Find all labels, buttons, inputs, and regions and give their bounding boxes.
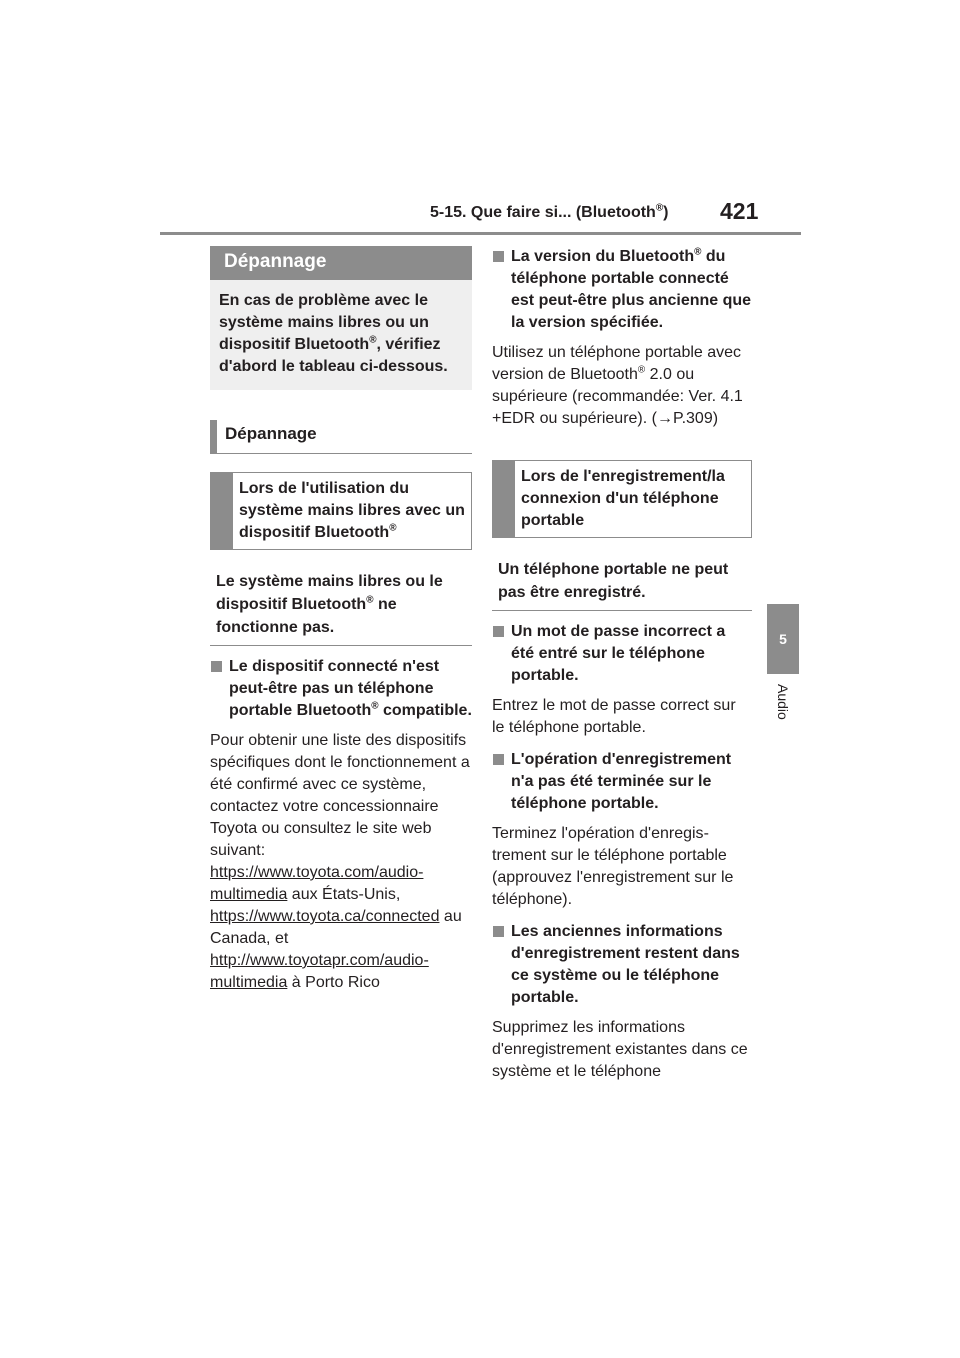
context-box: Lors de l'enregistrement/la connexion d'un téléphone portable	[492, 460, 752, 538]
cause-item: Un mot de passe incorrect a été entré sur le téléphone portable.	[492, 621, 752, 687]
body-paragraph: Terminez l'opération d'enregistrement sur le téléphone portable (approuvez l'enregistrement sur le téléphone).	[492, 825, 734, 908]
cause-item: Les anciennes informations d'enregistrement restent dans ce système ou le téléphone portable.	[492, 921, 752, 1009]
troubleshooting-subheading: Dépannage	[210, 420, 472, 454]
context-bar	[493, 461, 515, 537]
square-bullet-icon	[211, 661, 222, 672]
intro-box: En cas de problème avec le système mains libres ou un dispositif Bluetooth®, vérifiez d'abord le tableau ci-dessous.	[210, 280, 472, 390]
square-bullet-icon	[493, 926, 504, 937]
right-column	[492, 246, 752, 1083]
context-bar	[211, 473, 233, 549]
header-rule	[160, 232, 801, 235]
issue-heading: Un téléphone portable ne peut pas être enregistré.	[492, 558, 752, 611]
link-us[interactable]: https://www.toyota.com/audio-multimedia	[210, 864, 424, 903]
issue-heading: Le système mains libres ou le dispositif Bluetooth® ne fonctionne pas.	[210, 570, 472, 646]
left-column	[210, 246, 472, 994]
chapter-label: Audio	[775, 684, 791, 720]
section-title: 5-15. Que faire si... (Bluetooth®)	[430, 202, 669, 221]
cause-item: L'opération d'enregistrement n'a pas été terminée sur le téléphone portable.	[492, 749, 752, 815]
cause-item: Le dispositif connecté n'est peut-être pas un téléphone portable Bluetooth® compatible.	[210, 656, 472, 722]
link-puerto-rico[interactable]: http://www.toyotapr.com/audio-multimedia	[210, 952, 429, 991]
section-banner: Dépannage	[210, 246, 472, 280]
body-paragraph: Entrez le mot de passe correct sur le téléphone portable.	[492, 697, 736, 736]
subheading-bar	[210, 420, 217, 453]
cause-item: La version du Bluetooth® du téléphone portable connecté est peut-être plus ancienne que la version spécifiée.	[492, 246, 752, 334]
chapter-tab[interactable]: 5	[767, 604, 799, 674]
body-paragraph: Pour obtenir une liste des dispositifs spécifiques dont le fonctionnement a été confirmé avec ce système, contactez votre concessionnaire Toyota ou consultez le site web suivant: https://www.toyota.com/audio-multimedia aux États-Unis, https://www.toyota.ca/connected au Canada, et http://www.toyotapr.com/audio-multimedia à Porto Rico	[210, 732, 470, 991]
square-bullet-icon	[493, 251, 504, 262]
square-bullet-icon	[493, 754, 504, 765]
body-paragraph: Supprimez les informations d'enregistrement existantes dans ce système et le téléphone	[492, 1019, 748, 1080]
link-canada[interactable]: https://www.toyota.ca/connected	[210, 908, 440, 925]
body-paragraph: Utilisez un téléphone portable avec version de Bluetooth® 2.0 ou supérieure (recommandée: Ver. 4.1 +EDR ou supérieure). (→P.309)	[492, 344, 743, 427]
context-box: Lors de l'utilisation du système mains libres avec un dispositif Bluetooth®	[210, 472, 472, 550]
square-bullet-icon	[493, 626, 504, 637]
page-number: 421	[720, 198, 759, 224]
